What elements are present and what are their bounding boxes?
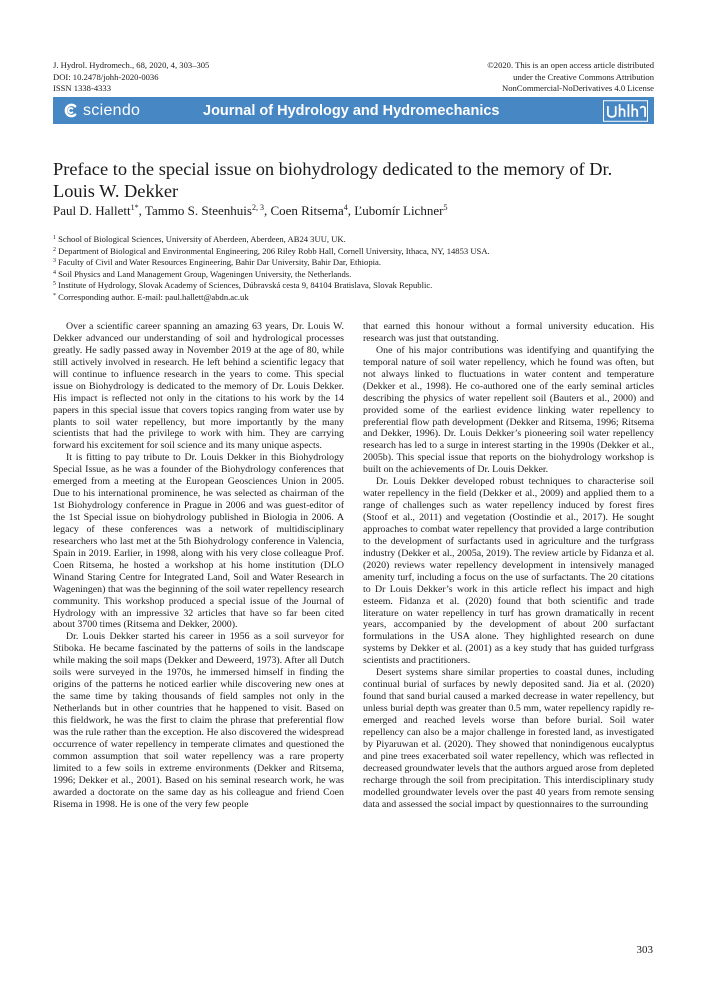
journal-citation — [53, 60, 209, 95]
author-name: Coen Ritsema — [270, 203, 344, 218]
author-affiliation-marker: 5 — [443, 203, 448, 212]
corresponding-author: * Corresponding author. E-mail: paul.hallett@abdn.ac.uk — [53, 291, 249, 302]
author-affiliation-marker: 4 — [343, 203, 348, 212]
body-paragraph: It is fitting to pay tribute to Dr. Louis Dekker in this Biohydrology Special Issue, as he was a founder of the Biohydrology conferences that emerged from a meeting at the European Geosciences Union in 2005. Due to his international prominence, he was selected as chairman of the 1st Biohydrology conference in Prague in 2006 and was guest-editor of the 1st Special issue on biohydrology published in Biologia in 2006. A legacy of these conferences was a network of multidisciplinary researchers who last met at the 5th Biohydrology conference in Valencia, Spain in 2019. Earlier, in 1998, along with his very close colleague Prof. Coen Ritsema, he hosted a workshop at his home institution (DLO Winand Staring Centre for Integrated Land, Soil and Water Research in Wageningen) that was the beginning of the soil water repellency research community. This workshop produced a special issue of the Journal of Hydrology with an impressive 32 articles that have so far been cited about 3700 times (Ritsema and Dekker, 2000). — [53, 452, 344, 631]
publisher-name: sciendo — [83, 101, 141, 119]
article-title: Preface to the special issue on biohydrology dedicated to the memory of Dr. Louis W. Dekker — [53, 159, 613, 202]
author-list: Paul D. Hallett$^{1*}$, Tammo S. Steenhuis$^{2, 3}$, Coen Ritsema$^4$, Ľubomír Lichner$^5$ — [53, 203, 448, 218]
author-name: Tammo S. Steenhuis — [144, 203, 252, 218]
doi-line: DOI: 10.2478/johh-2020-0036 — [53, 71, 159, 82]
uh-ih-logo-icon — [603, 100, 648, 122]
body-paragraph: Dr. Louis Dekker started his career in 1956 as a soil surveyor for Stiboka. He became fascinated by the patterns of soils in the landscape while making the soil maps (Dekker and Deweerd, 1973). After all Dutch soils were surveyed in the 1970s, he immersed himself in finding the origins of the patterns he noticed earlier while discovering new ones at the same time by taking thousands of field samples not only in the Netherlands but in other countries that he happened to visit. Based on this fieldwork, he was the first to claim the phrase that preferential flow was the rule rather than the exception. He also discovered the widespread occurrence of water repellency in temperate climates and questioned the common assumption that soil water repellency was a rare property limited to a few soils in extreme environments (Dekker and Ritsema, 1996; Dekker et al., 2001). Based on his seminal research work, he was awarded a doctorate on the same day as his colleague and friend Coen Risema in 1998. He is one of the very few people — [53, 631, 344, 810]
license-line: under the Creative Commons Attribution — [513, 71, 654, 82]
affiliation-list — [53, 234, 653, 304]
issn-line: ISSN 1338-4333 — [53, 83, 112, 93]
author-affiliation-marker: 1* — [130, 203, 139, 212]
journal-title: Journal of Hydrology and Hydromechanics — [203, 102, 500, 119]
body-paragraph: Desert systems share similar properties to coastal dunes, including continual burial of surfaces by newly deposited sand. Jia et al. (2020) found that sand burial caused a marked decrease in water repellency, but unless burial depth was greater than 0.5 mm, water repellency rapidly re-emerged and reached levels worse than before burial. Soil water repellency can also be a major challenge in forested land, as investigated by Piyaruwan et al. (2020). They showed that nonindigenous eucalyptus and pine trees exacerbated soil water repellency, which was reflected in decreased groundwater levels that the authors argued arose from depleted recharge through the soil from precipitation. This interdisciplinary study modelled groundwater levels over the past 40 years from remote sensing data and assessed the social impact by questionnaires to the surrounding — [363, 667, 654, 810]
author-name: Paul D. Hallett — [53, 203, 131, 218]
body-paragraph: One of his major contributions was identifying and quantifying the temporal nature of soil water repellency, which he found was often, but not always linked to fluctuations in water content and temperature (Dekker et al., 1998). He co-authored one of the early seminal articles describing the physics of water repellent soil (Bauters et al., 2000) and provided some of the earliest evidence linking water repellency to preferential flow path development (Dekker and Ritsema, 1996; Ritsema and Dekker, 1996). Dr. Louis Dekker’s pioneering soil water repellency research has led to a surge in interest starting in the 1990s (Dekker et al., 2005b). This special issue that reports on the biohydrology workshop is built on the achievements of Dr. Louis Dekker. — [363, 344, 654, 476]
affiliation-item: $^2$ Department of Biological and Environmental Engineering, 206 Riley Robb Hall, Cornell University, Ithaca, NY, 14853 USA. — [53, 245, 490, 256]
affiliation-item: $^3$ Faculty of Civil and Water Resources Engineering, Bahir Dar University, Bahir Dar, Ethiopia. — [53, 257, 381, 268]
sciendo-logo-icon — [63, 103, 78, 118]
license-line: ©2020. This is an open access article distributed — [487, 60, 654, 70]
body-paragraph: Dr. Louis Dekker developed robust techniques to characterise soil water repellency in the field (Dekker et al., 2009) and applied them to a range of challenges such as water repellency induced by forest fires (Stoof et al., 2011) and vegetation (Oostindie et al., 2017). He sought approaches to combat water repellency that provided a large contribution to the development of surfactants used in agriculture and the turfgrass industry (Dekker et al., 2005a, 2019). The review article by Fidanza et al. (2020) reviews water repellency development in intensively managed amenity turf, including a focus on the use of surfactants. The 20 citations to Dr Louis Dekker’s work in this article reflect his impact and high esteem. Fidanza et al. (2020) found that both scientific and trade literature on water repellency in turf has grown dramatically in recent years, accompanied by the development of about 200 surfactant formulations in the USA alone. They highlighted research on dune systems by Dekker et al. (2001) as a key study that has guided turfgrass scientists and practitioners. — [363, 476, 654, 667]
affiliation-item: $^5$ Institute of Hydrology, Slovak Academy of Sciences, Dúbravská cesta 9, 84104 Bratislava, Slovak Republic. — [53, 280, 433, 291]
affiliation-item: $^4$ Soil Physics and Land Management Group, Wageningen University, the Netherlands. — [53, 268, 352, 279]
author-affiliation-marker: 2, 3 — [251, 203, 264, 212]
citation-line: J. Hydrol. Hydromech., 68, 2020, 4, 303–305 — [53, 60, 210, 70]
body-column-right — [363, 321, 654, 935]
license-notice — [487, 60, 654, 95]
journal-banner — [53, 97, 654, 124]
sciendo-logo — [63, 102, 193, 120]
affiliation-item: $^1$ School of Biological Sciences, University of Aberdeen, Aberdeen, AB24 3UU, UK. — [53, 234, 346, 244]
body-column-left — [53, 321, 344, 935]
body-paragraph-continued: that earned this honour without a formal university education. His research was just that outstanding. — [363, 321, 654, 344]
page-number: 303 — [636, 944, 653, 956]
author-name: Ľubomír Lichner — [354, 203, 444, 218]
license-line: NonCommercial-NoDerivatives 4.0 License — [501, 83, 654, 93]
body-paragraph: Over a scientific career spanning an amazing 63 years, Dr. Louis W. Dekker advanced our understanding of soil and hydrological processes greatly. He sadly passed away in November 2019 at the age of 80, while still actively involved in research. He left behind a scientific legacy that will continue to influence research in the years to come. This special issue on Biohydrology is dedicated to the memory of Dr. Louis Dekker. His impact is reflected not only in the citations to his work by the 14 papers in this special issue that covers topics ranging from water use by plants to soil water repellency, but more importantly by the many scientists that had the privilege to work with him. They are carrying forward his excitement for soil science and its many unique aspects. — [53, 321, 344, 452]
